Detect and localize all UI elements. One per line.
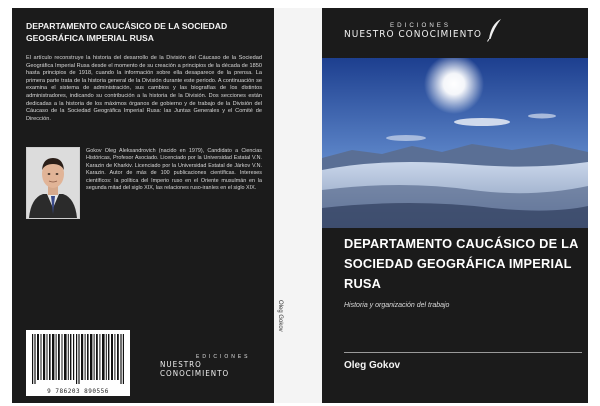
snowy-landscape-photo [322, 58, 588, 228]
quill-pen-icon [486, 18, 502, 42]
back-cover-description: El artículo reconstruye la historia del desarrollo de la División del Cáucaso de la Sociedad Geográfica Imperial Rusa desde el momento de su creación a principios de la década de 1850 hasta principios de 1918, cuando la información sobre ella desaparece de la prensa. La primera parte trata de la historia general de la División durante este periodo. A continuación se examina el sistema de administración, sus cambios y las biografías de los distintos administradores, indicando su contribución a la historia de la División. Dos secciones están dedicadas a la historia de los máximos órganos de gobierno y de trabajo de la División del Cáucaso de la Sociedad Geográfica Imperial Rusa: las Juntas Generales y el Comité de Dirección. [26, 55, 262, 122]
front-publisher-logo [344, 22, 482, 40]
publisher-top-label: EDICIONES [390, 22, 452, 29]
publisher-name: NUESTRO CONOCIMIENTO [344, 29, 482, 40]
barcode-number: 9 786203 890556 [47, 388, 109, 395]
front-cover-author: Oleg Gokov [344, 360, 401, 371]
back-cover [12, 8, 274, 403]
back-cover-title: DEPARTAMENTO CAUCÁSICO DE LA SOCIEDAD GEOGRÁFICA IMPERIAL RUSA [26, 21, 228, 43]
publisher-name: NUESTRO CONOCIMIENTO [160, 360, 230, 378]
divider [344, 352, 582, 353]
cover-photo [322, 58, 588, 228]
author-portrait [27, 148, 79, 218]
spine-author: Oleg Gokov [277, 300, 283, 332]
front-cover-title: DEPARTAMENTO CAUCÁSICO DE LA SOCIEDAD GEOGRÁFICA IMPERIAL RUSA [344, 236, 579, 291]
front-cover-subtitle: Historia y organización del trabajo [344, 302, 450, 309]
author-bio: Gokov Oleg Aleksandrovich (nacido en 1979), Candidato a Ciencias Históricas, Profesor Asociado. Licenciado por la Universidad Estatal V.N. Karazin de Kharkiv. Licenciado por la Universidad Estatal de Járkov V.N. Karazin. Autor de más de 100 publicaciones científicas. Intereses científicos: la política del Imperio ruso en el Oriente musulmán en la segunda mitad del siglo XIX, las relaciones ruso-iraníes en el siglo XIX. [86, 148, 262, 192]
barcode [26, 330, 130, 396]
barcode-bars [26, 330, 130, 386]
front-cover [322, 8, 588, 403]
author-photo [26, 147, 80, 219]
spine [274, 8, 322, 403]
back-publisher-logo [160, 354, 274, 378]
publisher-top-label: EDICIONES [196, 354, 251, 360]
